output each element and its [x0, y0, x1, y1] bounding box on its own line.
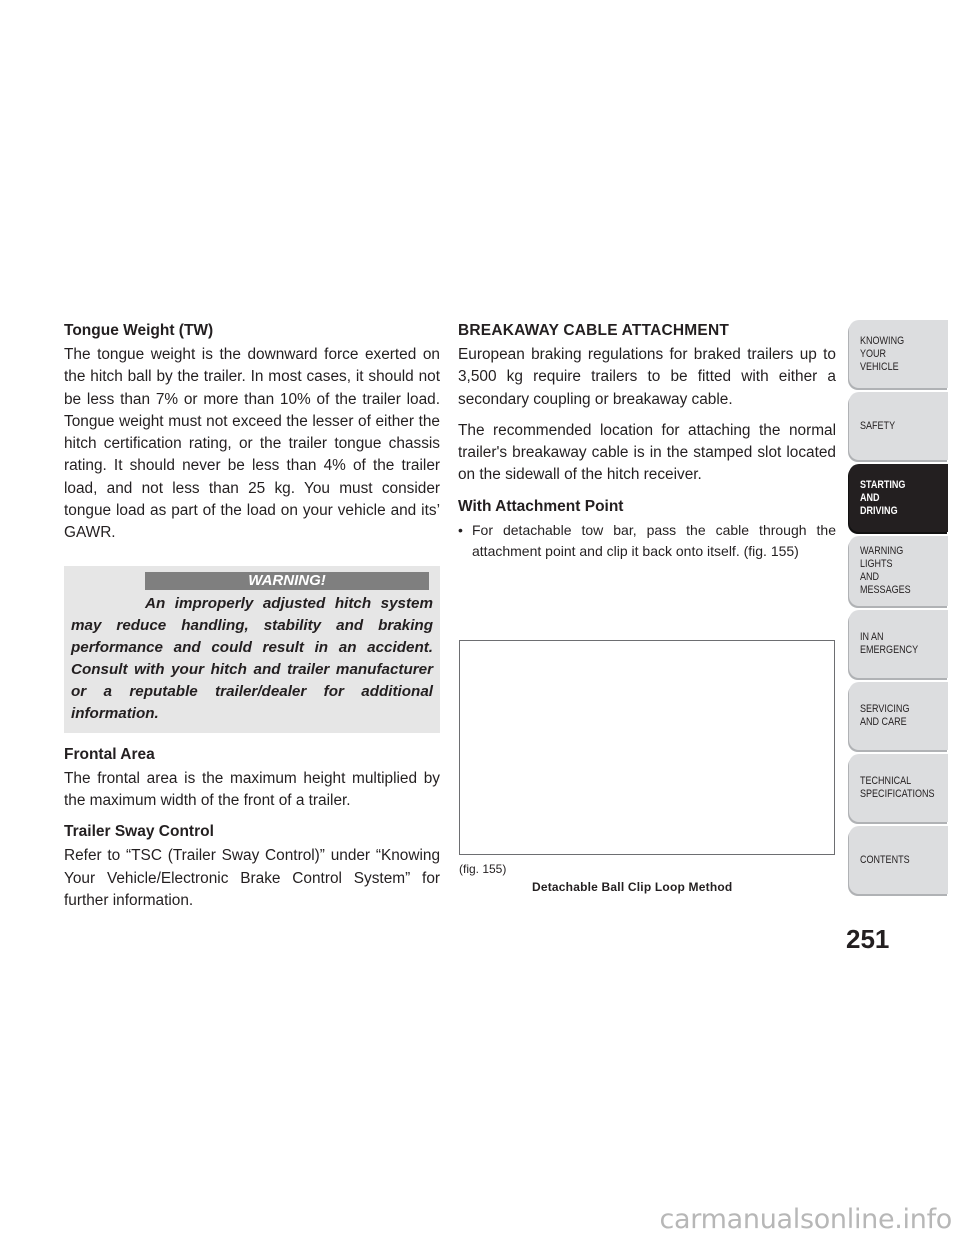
right-column — [458, 320, 836, 562]
warning-box — [64, 566, 440, 733]
tongue-weight-text: The tongue weight is the downward force exerted on the hitch ball by the trailer. In most cases, it should not be less than 7% or more than 10% of the trailer load. Tongue weight must not exceed the lesser of either the hitch certification rating, or the trailer tongue chassis rating. It should never be less than 4% of the trailer load, and not less than 25 kg. You must consider tongue load as part of the load on your vehicle and its’ GAWR. — [64, 346, 440, 542]
warning-text: An improperly adjusted hitch system may reduce handling, stability and braking performance and could result in an accident. Consult with your hitch and trailer manufacturer or a reputable trailer/dealer for additional information. — [71, 594, 433, 722]
figure-155-image — [459, 640, 835, 855]
attachment-point-heading: With Attachment Point — [458, 497, 624, 515]
tongue-weight-heading: Tongue Weight (TW) — [64, 322, 214, 339]
tab-label: TECHNICAL SPECIFICATIONS — [860, 775, 935, 800]
figure-label: (fig. 155) — [459, 862, 507, 876]
tab-label: KNOWING YOUR VEHICLE — [860, 334, 905, 373]
left-column — [64, 320, 440, 912]
tab-technical-specifications[interactable] — [849, 754, 948, 822]
breakaway-heading: BREAKAWAY CABLE ATTACHMENT — [458, 322, 730, 339]
tab-label: SAFETY — [860, 419, 896, 432]
tab-safety[interactable] — [849, 392, 948, 460]
list-item — [458, 520, 836, 562]
tab-label: STARTING AND DRIVING — [860, 478, 906, 517]
warning-title: WARNING! — [145, 572, 429, 590]
trailer-sway-text: Refer to “TSC (Trailer Sway Control)” under “Knowing Your Vehicle/Electronic Brake Control System” for further information. — [64, 847, 440, 909]
figure-caption: Detachable Ball Clip Loop Method — [532, 880, 733, 894]
tab-label: SERVICING AND CARE — [860, 703, 910, 728]
trailer-sway-heading: Trailer Sway Control — [64, 823, 214, 841]
breakaway-paragraph-1: European braking regulations for braked trailers up to 3,500 kg require trailers to be fitted with either a secondary coupling or breakaway cable. — [458, 346, 836, 408]
tab-knowing-your-vehicle[interactable] — [849, 320, 948, 388]
tab-starting-and-driving[interactable] — [849, 464, 948, 532]
breakaway-paragraph-2: The recommended location for attaching the normal trailer's breakaway cable is in the stamped slot located on the sidewall of the hitch receiver. — [458, 421, 836, 484]
tab-label: IN AN EMERGENCY — [860, 631, 919, 656]
tab-contents[interactable] — [849, 826, 948, 894]
tab-label: CONTENTS — [860, 853, 910, 866]
frontal-area-text: The frontal area is the maximum height multiplied by the maximum width of the front of a trailer. — [64, 769, 440, 809]
frontal-area-heading: Frontal Area — [64, 745, 155, 763]
tab-servicing-and-care[interactable] — [849, 682, 948, 750]
tab-warning-lights-and-messages[interactable] — [849, 536, 948, 606]
page-number: 251 — [846, 924, 890, 954]
bullet-icon: • — [458, 521, 463, 538]
bullet-text: For detachable tow bar, pass the cable through the attachment point and clip it back onto itself. (fig. 155) — [472, 521, 836, 559]
watermark: carmanualsonline.info — [659, 1204, 952, 1235]
tab-in-an-emergency[interactable] — [849, 610, 948, 678]
tab-label: WARNING LIGHTS AND MESSAGES — [860, 545, 911, 596]
